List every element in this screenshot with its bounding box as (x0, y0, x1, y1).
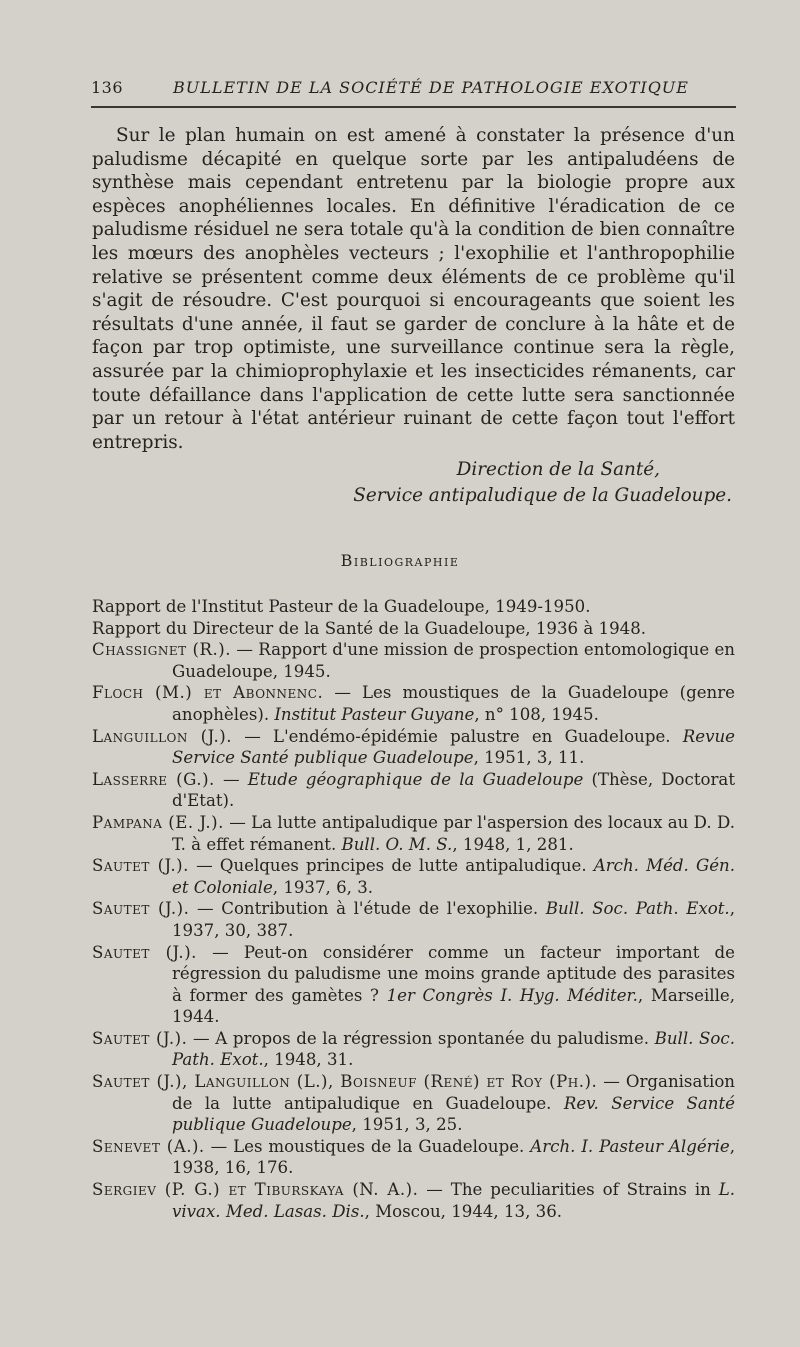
bibliography-entry: Sergiev (P. G.) et Tiburskaya (N. A.). — The peculiarities of Strains in L. vivax. Med. Lasas. Dis., Moscou, 1944, 13, 36. (92, 1180, 735, 1221)
conclusion-paragraph: Sur le plan humain on est amené à constater la présence d'un paludisme décapité en quelque sorte par les antipaludéens de synthèse mais cependant entretenu par la biologie propre aux espèces anophéliennes locales. En définitive l'éradication de ce paludisme résiduel ne sera totale qu'à la condition de bien connaître les mœurs des anophèles vecteurs ; l'exophilie et l'anthropophilie relative se présentent comme deux éléments de ce problème qu'il s'agit de résoudre. C'est pourquoi si encourageants que soient les résultats d'une année, il faut se garder de conclure à la hâte et de façon par trop optimiste, une surveillance continue sera la règle, assurée par la chimioprophylaxie et les insecticides rémanents, car toute défaillance dans l'application de cette lutte sera sanctionnée par un retour à l'état antérieur ruinant de cette façon tout l'effort entrepris. (92, 125, 735, 453)
bibliography-entry: Sautet (J.), Languillon (L.), Boisneuf (René) et Roy (Ph.). — Organisation de la lutte antipaludique en Guadeloupe. Rev. Service Santé publique Guadeloupe, 1951, 3, 25. (92, 1072, 735, 1135)
signature-line-2: Service antipaludique de la Guadeloupe. (353, 485, 732, 506)
bibliography-entry: Languillon (J.). — L'endémo-épidémie palustre en Guadeloupe. Revue Service Santé publique Guadeloupe, 1951, 3, 11. (92, 726, 735, 768)
bibliography-entry: Sautet (J.). — A propos de la régression spontanée du paludisme. Bull. Soc. Path. Exot., 1948, 31. (92, 1028, 735, 1070)
bibliography-entry: Senevet (A.). — Les moustiques de la Guadeloupe. Arch. I. Pasteur Algérie, 1938, 16, 176. (92, 1136, 736, 1178)
signature-line-1: Direction de la Santé, (456, 459, 660, 480)
bibliography-entry: Sautet (J.). — Contribution à l'étude de l'exophilie. Bull. Soc. Path. Exot., 1937, 30, 387. (92, 899, 735, 940)
bibliography-entry: Chassignet (R.). — Rapport d'une mission de prospection entomologique en Guadeloupe, 1945. (92, 640, 735, 681)
header-rule (91, 106, 736, 108)
bibliography-list (92, 596, 735, 1222)
bibliography-entry: Sautet (J.). — Peut-on considérer comme un facteur important de régression du paludisme une moins grande aptitude des parasites à former des gamètes ? 1er Congrès I. Hyg. Méditer., Marseille, 1944. (92, 942, 736, 1027)
bibliography-entry: Sautet (J.). — Quelques principes de lutte antipaludique. Arch. Méd. Gén. et Coloniale, 1937, 6, 3. (92, 856, 735, 897)
journal-title: BULLETIN DE LA SOCIÉTÉ DE PATHOLOGIE EXOTIQUE (173, 78, 689, 97)
bibliography-entry: Lasserre (G.). — Etude géographique de la Guadeloupe (Thèse, Doctorat d'Etat). (92, 769, 735, 811)
bibliography-entry: Floch (M.) et Abonnenc. — Les moustiques de la Guadeloupe (genre anophèles). Institut Pasteur Guyane, n° 108, 1945. (92, 683, 735, 724)
bibliography-heading-text: Bibliographie (340, 551, 460, 570)
bibliography-entry: Rapport de l'Institut Pasteur de la Guadeloupe, 1949-1950. (92, 597, 591, 616)
bibliography-heading (0, 551, 800, 570)
bibliography-entry: Pampana (E. J.). — La lutte antipaludique par l'aspersion des locaux au D. D. T. à effet rémanent. Bull. O. M. S., 1948, 1, 281. (92, 812, 735, 854)
page-number: 136 (91, 78, 124, 97)
bibliography-entry: Rapport du Directeur de la Santé de la Guadeloupe, 1936 à 1948. (92, 618, 647, 638)
